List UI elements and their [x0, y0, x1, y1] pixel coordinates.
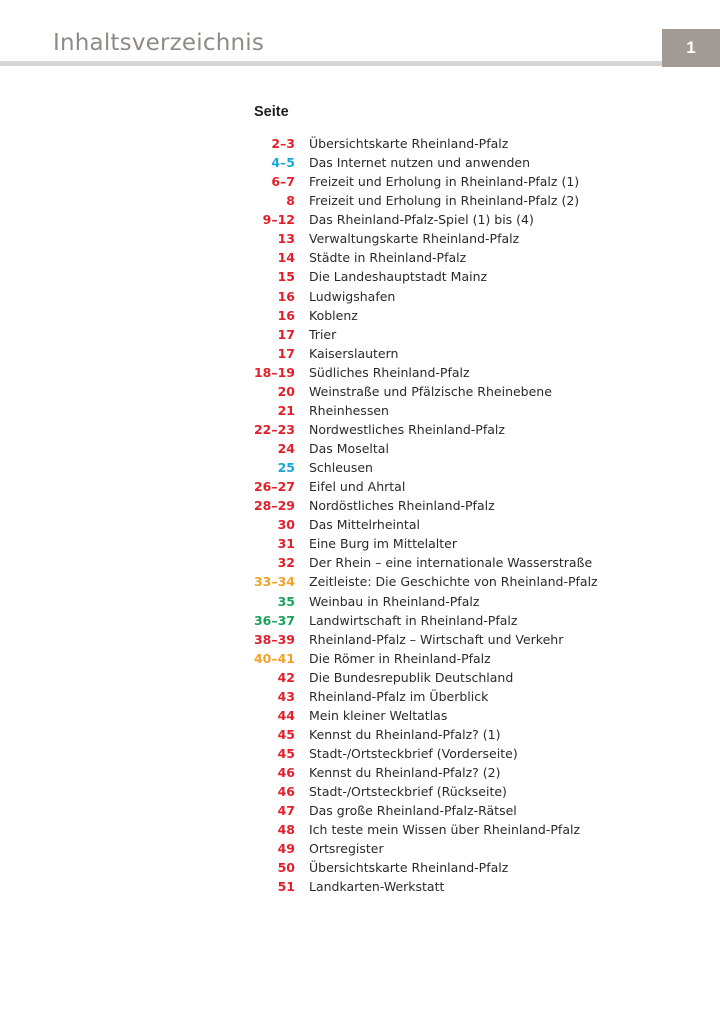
- toc-entry-title: Das große Rheinland-Pfalz-Rätsel: [309, 803, 517, 819]
- toc-page-number: 18–19: [253, 364, 295, 380]
- toc-entry[interactable]: [0, 820, 720, 839]
- toc-entry-title: Landwirtschaft in Rheinland-Pfalz: [309, 612, 518, 628]
- table-of-contents: [0, 134, 720, 897]
- page-title: Inhaltsverzeichnis: [53, 30, 265, 56]
- toc-entry[interactable]: [0, 553, 720, 572]
- toc-entry-title: Der Rhein – eine internationale Wasserstraße: [309, 555, 593, 571]
- toc-entry-title: Ludwigshafen: [309, 288, 396, 304]
- toc-entry[interactable]: [0, 134, 720, 153]
- toc-entry-title: Freizeit und Erholung in Rheinland-Pfalz (2): [309, 193, 580, 209]
- toc-entry[interactable]: [0, 687, 720, 706]
- toc-entry[interactable]: [0, 420, 720, 439]
- toc-entry-title: Kennst du Rheinland-Pfalz? (1): [309, 726, 501, 742]
- toc-entry-title: Südliches Rheinland-Pfalz: [309, 364, 470, 380]
- toc-entry-title: Stadt-/Ortsteckbrief (Rückseite): [309, 784, 507, 800]
- toc-entry-title: Die Römer in Rheinland-Pfalz: [309, 650, 491, 666]
- toc-entry-title: Ich teste mein Wissen über Rheinland-Pfalz: [309, 822, 581, 838]
- toc-page-number: 42: [277, 669, 295, 685]
- page-number-badge: 1: [662, 29, 720, 67]
- toc-entry[interactable]: [0, 363, 720, 382]
- toc-entry[interactable]: [0, 858, 720, 877]
- toc-entry-title: Rheinhessen: [309, 402, 389, 418]
- header-divider: [0, 61, 662, 66]
- toc-entry-title: Das Moseltal: [309, 441, 389, 456]
- toc-entry-title: Nordwestliches Rheinland-Pfalz: [309, 421, 505, 437]
- toc-entry[interactable]: [0, 782, 720, 801]
- toc-page-number: 32: [277, 555, 295, 571]
- toc-entry[interactable]: [0, 191, 720, 210]
- toc-entry[interactable]: [0, 287, 720, 306]
- toc-entry[interactable]: [0, 668, 720, 687]
- toc-page-number: 26–27: [253, 479, 295, 495]
- toc-entry[interactable]: [0, 267, 720, 286]
- toc-page-number: 30: [277, 517, 295, 533]
- toc-entry-title: Die Bundesrepublik Deutschland: [309, 669, 514, 685]
- toc-page-number: 31: [277, 536, 295, 552]
- toc-entry-title: Eine Burg im Mittelalter: [309, 536, 457, 552]
- toc-page-number: 45: [277, 746, 295, 761]
- toc-entry-title: Weinbau in Rheinland-Pfalz: [309, 593, 480, 609]
- toc-page-number: 43: [277, 688, 295, 704]
- toc-entry-title: Städte in Rheinland-Pfalz: [309, 250, 467, 266]
- toc-entry-title: Das Rheinland-Pfalz-Spiel (1) bis (4): [309, 212, 534, 228]
- toc-page-number: 13: [277, 231, 295, 247]
- toc-page-number: 20: [277, 383, 295, 399]
- toc-entry-title: Kennst du Rheinland-Pfalz? (2): [309, 765, 501, 781]
- toc-entry-title: Rheinland-Pfalz – Wirtschaft und Verkehr: [309, 631, 564, 647]
- toc-entry[interactable]: [0, 325, 720, 344]
- toc-page-number: 8: [286, 193, 295, 209]
- toc-page-number: 44: [277, 707, 295, 723]
- toc-entry[interactable]: [0, 877, 720, 896]
- toc-page-number: 46: [277, 765, 295, 781]
- toc-entry[interactable]: [0, 382, 720, 401]
- toc-page-number: 6–7: [271, 174, 295, 190]
- toc-entry-title: Trier: [309, 326, 337, 342]
- toc-page-number: 51: [277, 879, 295, 895]
- toc-entry-title: Übersichtskarte Rheinland-Pfalz: [309, 136, 509, 151]
- toc-entry-title: Nordöstliches Rheinland-Pfalz: [309, 498, 495, 514]
- toc-entry[interactable]: [0, 458, 720, 477]
- toc-entry-title: Kaiserslautern: [309, 345, 399, 361]
- toc-entry[interactable]: [0, 592, 720, 611]
- toc-entry[interactable]: [0, 763, 720, 782]
- toc-entry[interactable]: [0, 496, 720, 515]
- toc-page-number: 2–3: [271, 136, 295, 151]
- toc-page-number: 35: [277, 593, 295, 609]
- toc-entry[interactable]: [0, 725, 720, 744]
- toc-entry[interactable]: [0, 630, 720, 649]
- toc-page-number: 50: [277, 860, 295, 876]
- toc-page-number: 21: [277, 402, 295, 418]
- toc-entry-title: Landkarten-Werkstatt: [309, 879, 445, 895]
- page-column-label: Seite: [254, 104, 289, 120]
- toc-entry[interactable]: [0, 515, 720, 534]
- toc-page-number: 25: [277, 460, 295, 476]
- toc-page-number: 14: [277, 250, 295, 266]
- toc-entry[interactable]: [0, 744, 720, 763]
- toc-entry-title: Weinstraße und Pfälzische Rheinebene: [309, 383, 552, 399]
- toc-page-number: 36–37: [253, 612, 295, 628]
- toc-entry[interactable]: [0, 572, 720, 591]
- toc-entry[interactable]: [0, 477, 720, 496]
- toc-entry[interactable]: [0, 706, 720, 725]
- toc-entry-title: Verwaltungskarte Rheinland-Pfalz: [309, 231, 520, 247]
- toc-entry[interactable]: [0, 801, 720, 820]
- toc-page-number: 17: [277, 345, 295, 361]
- toc-entry-title: Ortsregister: [309, 841, 384, 857]
- toc-entry[interactable]: [0, 839, 720, 858]
- toc-page-number: 4–5: [271, 155, 295, 171]
- toc-page-number: 22–23: [253, 421, 295, 437]
- toc-page-number: 9–12: [262, 212, 295, 228]
- toc-page-number: 47: [277, 803, 295, 819]
- toc-page-number: 33–34: [253, 574, 295, 590]
- toc-entry[interactable]: [0, 439, 720, 458]
- toc-entry-title: Die Landeshauptstadt Mainz: [309, 269, 488, 285]
- toc-page-number: 16: [277, 307, 295, 323]
- toc-entry[interactable]: [0, 210, 720, 229]
- toc-entry[interactable]: [0, 172, 720, 191]
- toc-entry-title: Stadt-/Ortsteckbrief (Vorderseite): [309, 746, 518, 761]
- toc-entry[interactable]: [0, 306, 720, 325]
- toc-entry-title: Zeitleiste: Die Geschichte von Rheinland-Pfalz: [309, 574, 598, 590]
- toc-entry[interactable]: [0, 649, 720, 668]
- toc-entry-title: Das Mittelrheintal: [309, 517, 420, 533]
- toc-page-number: 16: [277, 288, 295, 304]
- toc-page-number: 45: [277, 726, 295, 742]
- toc-entry[interactable]: [0, 229, 720, 248]
- toc-entry-title: Eifel und Ahrtal: [309, 479, 406, 495]
- toc-page-number: 48: [277, 822, 295, 838]
- toc-entry-title: Schleusen: [309, 460, 373, 476]
- toc-entry[interactable]: [0, 248, 720, 267]
- toc-entry-title: Mein kleiner Weltatlas: [309, 707, 448, 723]
- toc-entry-title: Rheinland-Pfalz im Überblick: [309, 688, 489, 704]
- toc-entry-title: Das Internet nutzen und anwenden: [309, 155, 530, 171]
- toc-page-number: 24: [277, 441, 295, 456]
- toc-entry-title: Übersichtskarte Rheinland-Pfalz: [309, 860, 509, 876]
- toc-entry[interactable]: [0, 611, 720, 630]
- toc-page-number: 49: [277, 841, 295, 857]
- toc-page-number: 38–39: [253, 631, 295, 647]
- toc-entry[interactable]: [0, 153, 720, 172]
- toc-page-number: 28–29: [253, 498, 295, 514]
- toc-entry[interactable]: [0, 401, 720, 420]
- toc-entry-title: Koblenz: [309, 307, 358, 323]
- toc-entry[interactable]: [0, 344, 720, 363]
- toc-page-number: 15: [277, 269, 295, 285]
- toc-page-number: 46: [277, 784, 295, 800]
- toc-entry[interactable]: [0, 534, 720, 553]
- toc-page-number: 17: [277, 326, 295, 342]
- toc-entry-title: Freizeit und Erholung in Rheinland-Pfalz (1): [309, 174, 580, 190]
- toc-page-number: 40–41: [253, 650, 295, 666]
